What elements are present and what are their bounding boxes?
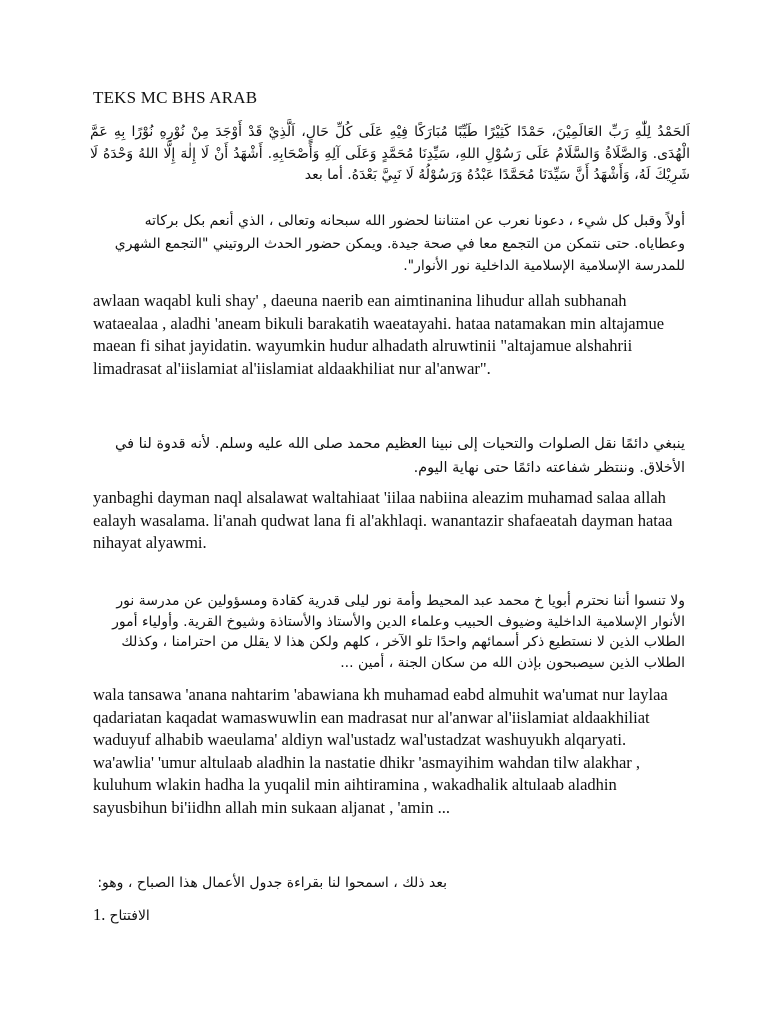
- agenda-item: [93, 905, 150, 925]
- opening-arabic-text: اَلحَمْدُ لِلّٰهِ رَبِّ العَالَمِيْنَ، حَمْدًا كَثِيْرًا طَيِّبًا مُبَارَكًا فِيْهِ عَلَى كُلِّ حَالٍ، اَلَّذِيْ قَدْ أَوْجَدَ مِنْ نُوْرِهِ نُوْرًا بِهِ عَمَّ الْهُدَى. وَالصَّلَاةُ وَالسَّلَامُ عَلَى رَسُوْلِ اللهِ، سَيِّدِنَا مُحَمَّدٍ وَعَلَى آلِهِ وَأَصْحَابِهِ. أَشْهَدُ أَنْ لَا إِلٰهَ إِلَّا اللهُ وَحْدَهُ لَا شَرِيْكَ لَهُ، وَأَشْهَدُ أَنَّ سَيِّدَنَا مُحَمَّدًا عَبْدُهُ وَرَسُوْلُهُ لَا نَبِيَّ بَعْدَهُ. أما بعد: [90, 124, 690, 183]
- document-title: TEKS MC BHS ARAB: [93, 88, 258, 107]
- paragraph-3-arabic: ولا تنسوا أننا نحترم أبويا خ محمد عبد المحيط وأمة نور ليلى قدرية كقادة ومسؤولين عن مدرسة نور الأنوار الإسلامية الداخلية وضيوف الحبيب وعلماء الدين والأستاذ والأستاذة وشيوخ القرية. وأولياء أمور الطلاب الذين لا نستطيع ذكر أسمائهم واحدًا تلو الآخر ، كلهم ولكن هذا لا يقلل من احترامنا ، وكذلك الطلاب الذين سيصبحون بإذن الله من سكان الجنة ، أمين ...: [112, 593, 685, 671]
- paragraph-3-transliteration: wala tansawa 'anana nahtarim 'abawiana kh muhamad eabd almuhit wa'umat nur laylaa qadariatan kaqadat wamaswuwlin ean madrasat nur al'anwar al'iislamiat aldaakhiliat waduyuf alhabib waeulama' aldiyn wal'ustadz wal'ustadzat washuyukh alqaryati. wa'awlia' 'umur altulaab aladhin la nastatie dhikr 'asmayihim wahdan tilw alakhar , kuluhum wlakin hadha la yuqalil min aihtiramina , wakadhalik altulaab aladhin sayusbihun bi'iidhn allah min sukaan aljanat , 'amin ...: [93, 685, 668, 817]
- closing-arabic-text: بعد ذلك ، اسمحوا لنا بقراءة جدول الأعمال هذا الصباح ، وهو:: [97, 875, 447, 891]
- paragraph-1-transliteration: awlaan waqabl kuli shay' , daeuna naerib ean aimtinanina lihudur allah subhanah wataealaa , aladhi 'aneam bikuli barakatih waeatayahi. hataa natamakan min altajamue maean fi sihat jayidatin. wayumkin hudur alhadath alruwtinii "altajamue alshahrii limadrasat al'iislamiat al'iislamiat aldaakhiliat nur al'anwar".: [93, 291, 665, 378]
- paragraph-2-transliteration: yanbaghi dayman naql alsalawat waltahiaat 'iilaa nabiina aleazim muhamad salaa allah ealayh wasalama. li'anah qudwat lana fi al'akhlaqi. wanantazir shafaeatah dayman hataa nihayat alyawmi.: [93, 488, 673, 552]
- agenda-item-label: الافتتاح: [109, 908, 150, 924]
- agenda-number: 1.: [93, 905, 106, 924]
- paragraph-2-arabic: ينبغي دائمًا نقل الصلوات والتحيات إلى نبينا العظيم محمد صلى الله عليه وسلم. لأنه قدوة لنا في الأخلاق. وننتظر شفاعته دائمًا حتى نهاية اليوم.: [115, 436, 685, 476]
- paragraph-1-arabic: أولاً وقبل كل شيء ، دعونا نعرب عن امتناننا لحضور الله سبحانه وتعالى ، الذي أنعم بكل بركاته وعطاياه. حتى نتمكن من التجمع معا في صحة جيدة. ويمكن حضور الحدث الروتيني "التجمع الشهري للمدرسة الإسلامية الإسلامية الداخلية نور الأنوار".: [114, 213, 685, 274]
